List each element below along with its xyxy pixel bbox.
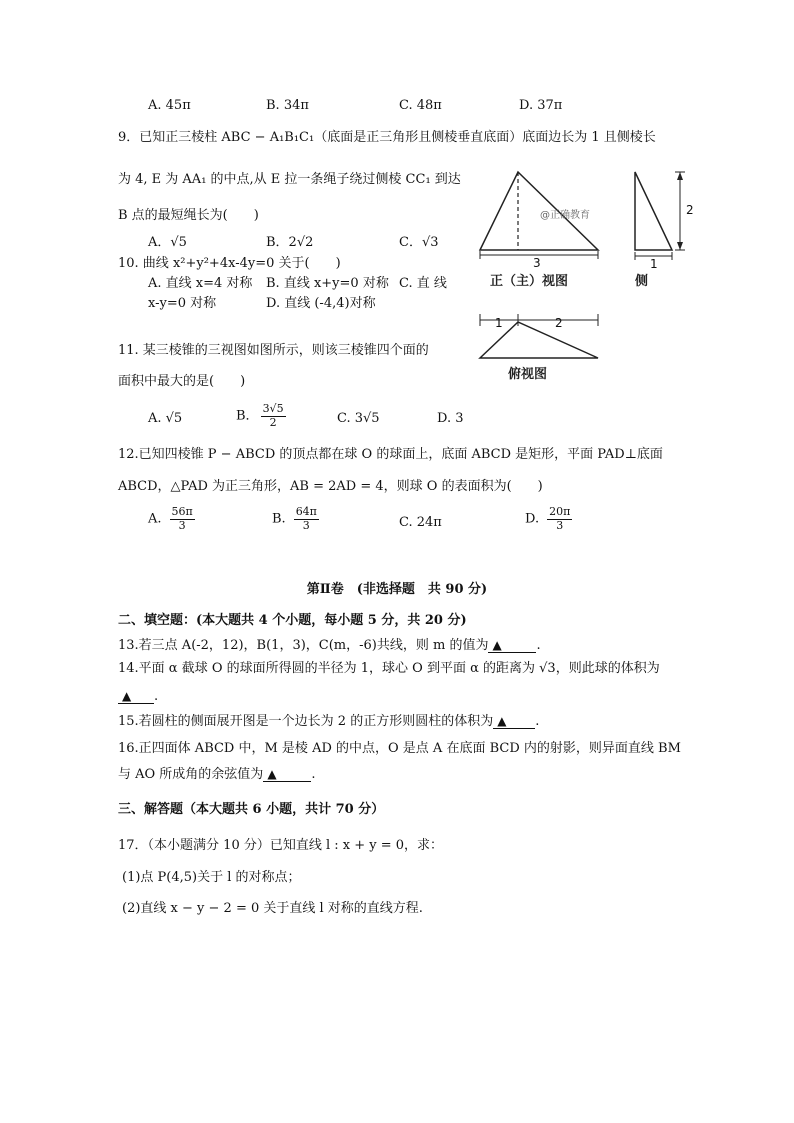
q10-option-c-cont: x-y=0 对称 [148,296,217,311]
top-right-dimension: 2 [555,316,563,330]
fraction-numerator: 64π [295,505,317,518]
front-base-dimension: 3 [533,256,541,270]
q16-line1: 16.正四面体 ABCD 中，M 是棱 AD 的中点，O 是点 A 在底面 BCD 内的射影，则异面直线 BM [118,741,681,756]
q12-option-d-fraction [547,506,572,532]
q16-end: . [311,767,316,782]
q12-option-a [148,506,197,532]
side-view-label: 侧 [635,274,649,289]
three-view-figure [470,160,700,390]
q14-answer [118,689,158,705]
q13-end: . [536,638,541,653]
q11-option-b-prefix: B． [236,408,259,424]
fraction-numerator: 20π [549,505,571,518]
q12-option-d [525,506,574,532]
q12-line1: 12.已知四棱锥 P − ABCD 的顶点都在球 O 的球面上，底面 ABCD 是矩形，平面 PAD⊥底面 [118,447,663,462]
section2-title: 二、填空题：(本大题共 4 个小题，每小题 5 分，共 20 分) [118,613,467,628]
q9-option-a: A．√5 [148,235,187,250]
q8-option-b: B. 34π [266,98,309,113]
part2-title: 第Ⅱ卷 (非选择题 共 90 分) [306,582,488,597]
front-view-label: 正（主）视图 [490,274,569,289]
side-height-dimension: 2 [686,203,694,217]
front-view [480,172,598,289]
side-view [634,172,694,289]
q11-option-a: A. √5 [148,411,183,426]
q10-option-b: B. 直线 x+y=0 对称 [266,276,389,291]
top-view-label: 俯视图 [508,367,548,382]
q8-option-d: D. 37π [519,98,563,113]
q12-option-d-prefix: D. [525,511,540,527]
top-left-dimension: 1 [495,316,503,330]
q15-text: 15.若圆柱的侧面展开图是一个边长为 2 的正方形则圆柱的体积为 [118,714,494,729]
q12-option-b-prefix: B. [272,511,286,527]
q14: 14.平面 α 截球 O 的球面所得圆的半径为 1，球心 O 到平面 α 的距离为 √3，则此球的体积为 [118,661,660,676]
fraction-denominator: 3 [302,518,310,532]
q13-text: 13.若三点 A(-2，12)，B(1，3)，C(m，-6)共线，则 m 的值为 [118,638,489,653]
q12-option-a-fraction [170,506,195,532]
side-base-dimension: 1 [650,257,658,271]
fraction-numerator: 56π [171,505,193,518]
fraction-denominator: 2 [269,415,277,429]
q11-line2: 面积中最大的是( ) [118,374,246,389]
q9-option-c: C．√3 [399,235,439,250]
q12-option-b [272,506,321,532]
q17-part2: (2)直线 x − y − 2 = 0 关于直线 l 对称的直线方程. [122,901,423,916]
q10-option-c: C. 直 线 [399,276,447,291]
answer-blank[interactable]: ▲ [118,689,154,704]
q11-option-c: C. 3√5 [337,411,380,426]
fraction-numerator: 3√5 [262,402,284,415]
q8-option-a: A. 45π [148,98,191,113]
fraction-denominator: 3 [178,518,186,532]
q10-option-a: A. 直线 x=4 对称 [148,276,253,291]
q11-line1: 11. 某三棱锥的三视图如图所示，则该三棱锥四个面的 [118,343,429,358]
q11-option-d: D. 3 [437,411,464,426]
q9-line2: 为 4, E 为 AA₁ 的中点,从 E 拉一条绳子绕过侧棱 CC₁ 到达 [118,172,461,187]
q12-option-b-fraction [294,506,319,532]
q11-option-b [236,403,288,429]
q10-option-d: D. 直线 (-4,4)对称 [266,296,376,311]
fraction-denominator: 3 [556,518,564,532]
q12-line2: ABCD，△PAD 为正三角形，AB = 2AD = 4，则球 O 的表面积为( ) [118,479,543,494]
q10-line1: 10. 曲线 x²+y²+4x-4y=0 关于( ) [118,256,341,271]
q12-option-a-prefix: A. [148,511,162,527]
q17-part1: (1)点 P(4,5)关于 l 的对称点； [122,870,301,885]
q11-option-b-fraction [261,403,286,429]
q9-line3: B 点的最短绳长为( ) [118,208,259,223]
watermark-text: @正确教育 [540,210,590,221]
q17-line1: 17．（本小题满分 10 分）已知直线 l : x + y = 0，求： [118,838,444,853]
q9-line1: 9．已知正三棱柱 ABC − A₁B₁C₁（底面是正三角形且侧棱垂直底面）底面边长为 1 且侧棱长 [118,130,656,145]
q9-option-b: B．2√2 [266,235,314,250]
q15 [118,714,539,730]
q13 [118,638,541,654]
q16-line2 [118,767,315,783]
q12-option-c: C. 24π [399,515,442,530]
answer-blank[interactable]: ▲ [263,767,311,782]
top-view [480,314,598,382]
answer-blank[interactable]: ▲ [488,638,536,653]
q15-end: . [535,714,540,729]
q14-end: . [154,689,159,704]
q8-option-c: C. 48π [399,98,442,113]
section3-title: 三、解答题（本大题共 6 小题，共计 70 分） [118,802,385,817]
q16-text2: 与 AO 所成角的余弦值为 [118,767,264,782]
answer-blank[interactable]: ▲ [493,714,535,729]
